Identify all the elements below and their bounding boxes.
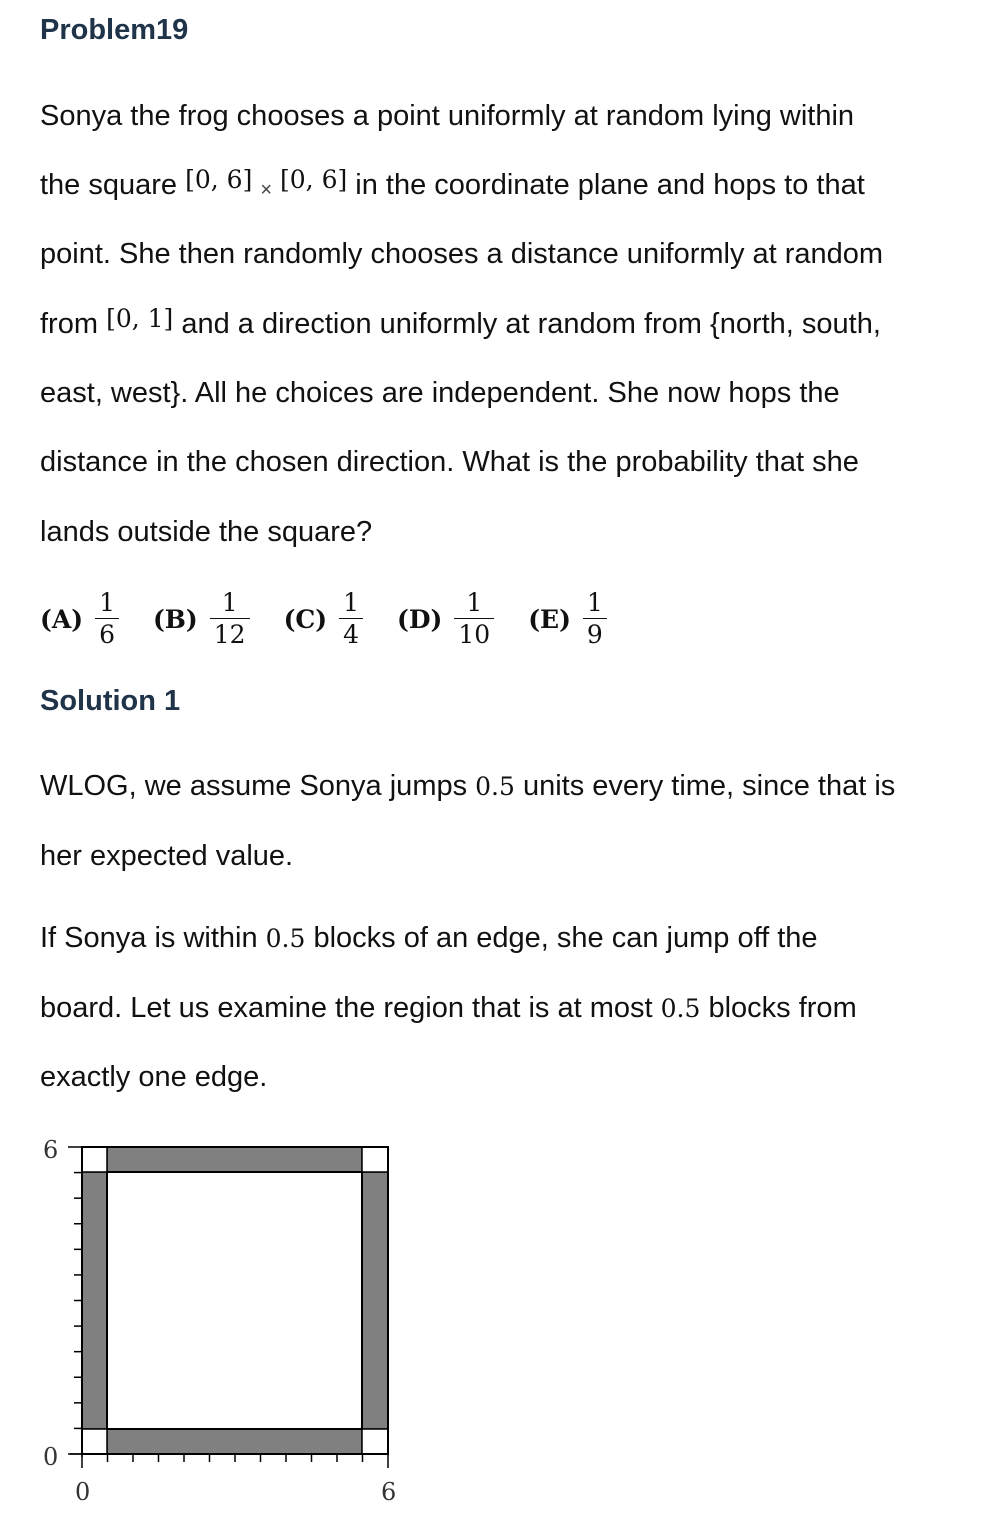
solution-line-5: exactly one edge.	[40, 1061, 268, 1093]
x-tick-label-right: 6	[381, 1478, 397, 1506]
square-region-figure	[0, 1120, 440, 1520]
problem-line-4: from [0, 1] and a direction uniformly at random from {north, south,	[40, 304, 881, 340]
solution-title: Solution 1	[40, 685, 181, 717]
solution-line-2: her expected value.	[40, 840, 294, 872]
choice-label: (C)	[283, 605, 328, 634]
choice-e	[528, 588, 607, 651]
choice-fraction: $\frac{1}{9}$	[583, 588, 607, 651]
problem-line-3: point. She then randomly chooses a distance uniformly at random	[40, 238, 884, 270]
choice-c	[284, 588, 363, 651]
solution-line-4: board. Let us examine the region that is at most 0.5 blocks from	[40, 992, 857, 1024]
choice-d	[397, 588, 494, 651]
choice-a	[40, 588, 119, 651]
inline-math: 0.5	[265, 924, 306, 953]
inline-math: 0.5	[660, 994, 701, 1023]
bottom-strip	[107, 1429, 362, 1454]
times-symbol: ×	[260, 179, 273, 201]
corner-square	[82, 1429, 107, 1454]
interval-math: [0, 6]	[185, 165, 253, 194]
choice-label: (A)	[40, 605, 84, 634]
y-tick-label-bottom: 0	[43, 1443, 59, 1471]
problem-line-5: east, west}. All he choices are independent. She now hops the	[40, 377, 840, 409]
top-strip	[107, 1147, 362, 1172]
problem-line-7: lands outside the square?	[40, 516, 373, 548]
choice-label: (D)	[397, 605, 443, 634]
interval-math: [0, 1]	[106, 304, 174, 333]
problem-line-2: the square [0, 6] × [0, 6] in the coordinate plane and hops to that	[40, 165, 865, 201]
corner-square	[362, 1147, 388, 1172]
x-axis-ticks	[82, 1454, 388, 1468]
inner-square	[107, 1172, 362, 1429]
choice-label: (E)	[528, 605, 571, 634]
problem-title: Problem19	[40, 14, 189, 46]
problem-line-6: distance in the chosen direction. What is the probability that she	[40, 446, 859, 478]
right-strip	[362, 1172, 388, 1429]
x-tick-label-left: 0	[75, 1478, 91, 1506]
problem-line-1: Sonya the frog chooses a point uniformly at random lying within	[40, 100, 855, 132]
choice-fraction: $\frac{1}{12}$	[210, 588, 250, 651]
inline-math: 0.5	[475, 772, 515, 801]
solution-line-3: If Sonya is within 0.5 blocks of an edge, she can jump off the	[40, 922, 818, 954]
choice-b	[153, 588, 250, 651]
answer-choices	[40, 582, 641, 657]
corner-square	[82, 1147, 107, 1172]
choice-fraction: $\frac{1}{10}$	[454, 588, 494, 651]
solution-line-1: WLOG, we assume Sonya jumps 0.5 units every time, since that is	[40, 770, 896, 802]
corner-square	[362, 1429, 388, 1454]
interval-math: [0, 6]	[280, 165, 348, 194]
choice-fraction: $\frac{1}{6}$	[95, 588, 119, 651]
y-tick-label-top: 6	[43, 1136, 59, 1164]
choice-fraction: $\frac{1}{4}$	[339, 588, 363, 651]
left-strip	[82, 1172, 107, 1429]
choice-label: (B)	[152, 605, 198, 634]
